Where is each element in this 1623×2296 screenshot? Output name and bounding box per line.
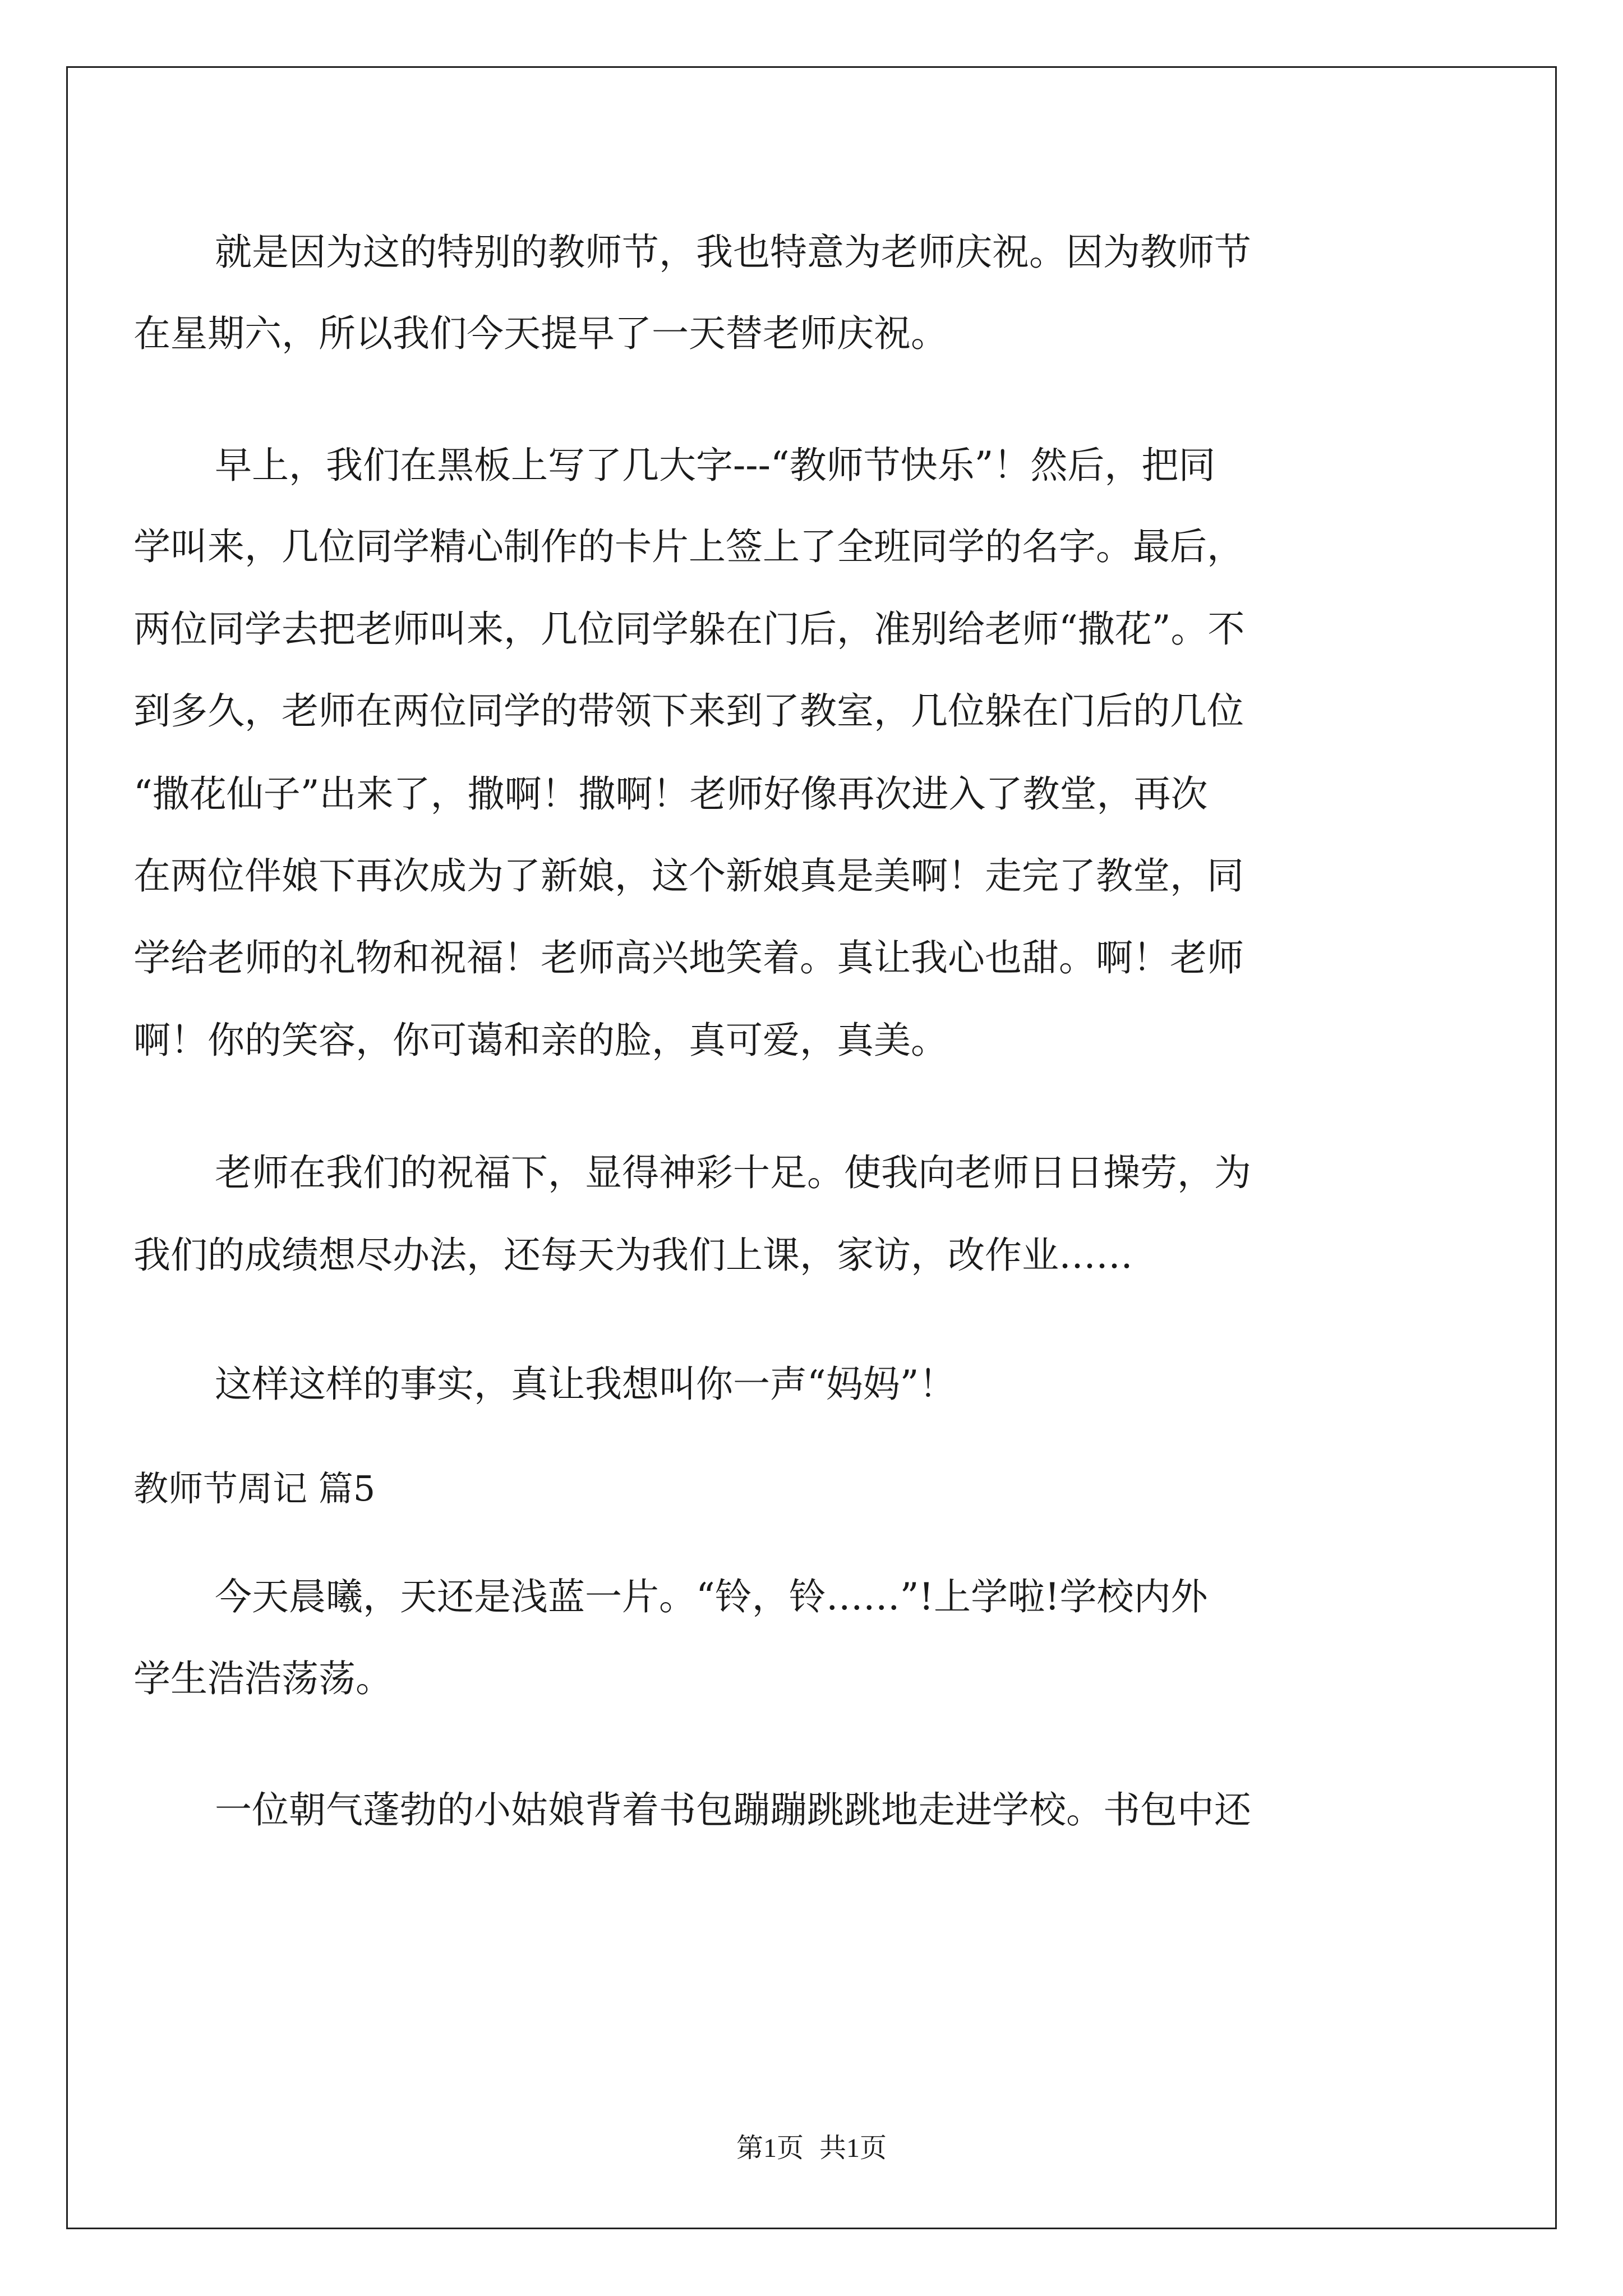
text-line-10: 啊！你的笑容，你可蔼和亲的脸，真可爱，真美。 [133, 1019, 948, 1062]
text-line-3: 早上，我们在黑板上写了几大字---“教师节快乐”！然后，把同 [215, 444, 1216, 487]
text-line-9: 学给老师的礼物和祝福！老师高兴地笑着。真让我心也甜。啊！老师 [133, 936, 1244, 979]
text-line-16: 学生浩浩荡荡。 [133, 1657, 393, 1700]
page-border [66, 66, 1557, 2229]
text-line-17: 一位朝气蓬勃的小姑娘背着书包蹦蹦跳跳地走进学校。书包中还 [215, 1788, 1251, 1832]
text-line-8: 在两位伴娘下再次成为了新娘，这个新娘真是美啊！走完了教堂，同 [133, 854, 1244, 898]
text-line-13: 这样这样的事实，真让我想叫你一声“妈妈”！ [215, 1363, 956, 1406]
page-footer [0, 2132, 1623, 2165]
text-line-15: 今天晨曦，天还是浅蓝一片。“铃，铃……”!上学啦!学校内外 [215, 1575, 1208, 1618]
page-number: 第1页 [736, 2133, 804, 2163]
text-line-2: 在星期六，所以我们今天提早了一天替老师庆祝。 [133, 312, 948, 355]
text-line-5: 两位同学去把老师叫来，几位同学躲在门后，准别给老师“撒花”。不 [133, 608, 1245, 651]
text-line-4: 学叫来，几位同学精心制作的卡片上签上了全班同学的名字。最后， [133, 525, 1244, 568]
page-total: 共1页 [819, 2133, 887, 2163]
text-line-6: 到多久，老师在两位同学的带领下来到了教室，几位躲在门后的几位 [133, 689, 1244, 733]
text-line-12: 我们的成绩想尽办法，还每天为我们上课，家访，改作业…… [133, 1234, 1133, 1277]
text-line-1: 就是因为这的特别的教师节，我也特意为老师庆祝。因为教师节 [215, 231, 1251, 274]
text-line-11: 老师在我们的祝福下，显得神彩十足。使我向老师日日操劳，为 [215, 1151, 1251, 1194]
section-heading: 教师节周记 篇5 [133, 1468, 376, 1509]
text-line-7: “撒花仙子”出来了，撒啊！撒啊！老师好像再次进入了教堂，再次 [133, 772, 1208, 816]
